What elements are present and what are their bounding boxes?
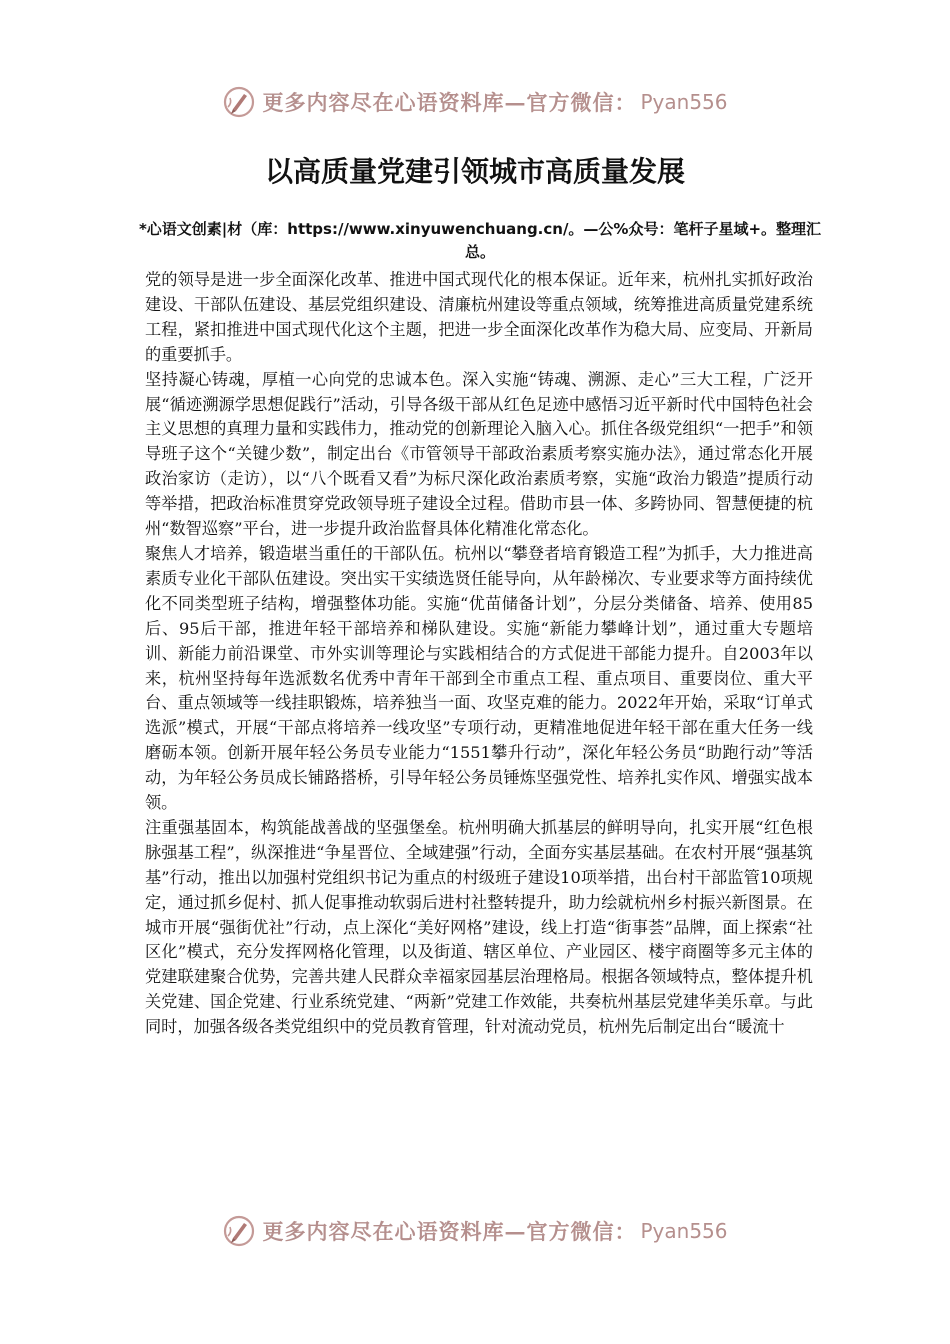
- document-body: [145, 268, 813, 1040]
- source-note: *心语文创素|材（库：https://www.xinyuwenchuang.cn/。—公%众号：笔杆子星域+。整理汇总。: [138, 220, 822, 261]
- pen-logo-icon: [222, 1214, 256, 1248]
- pen-logo-icon: [222, 85, 256, 119]
- document-title: 以高质量党建引领城市高质量发展: [264, 155, 685, 188]
- watermark-wechat-id: Pyan556: [640, 90, 728, 114]
- watermark-text: 更多内容尽在心语资料库—官方微信：: [262, 1219, 637, 1244]
- paragraph: 注重强基固本，构筑能战善战的坚强堡垒。杭州明确大抓基层的鲜明导向，扎实开展“红色根脉强基工程”，纵深推进“争星晋位、全域建强”行动，全面夯实基层基础。在农村开展“强基筑基”行动，推出以加强村党组织书记为重点的村级班子建设10项举措，出台村干部监管10项规定，通过抓乡促村、抓人促事推动软弱后进村社整转提升，助力绘就杭州乡村振兴新图景。在城市开展“强街优社”行动，点上深化“美好网格”建设，线上打造“街事荟”品牌，面上探索“社区化”模式，充分发挥网格化管理，以及街道、辖区单位、产业园区、楼宇商圈等多元主体的党建联建聚合优势，完善共建人民群众幸福家园基层治理格局。根据各领域特点，整体提升机关党建、国企党建、行业系统党建、“两新”党建工作效能，共奏杭州基层党建华美乐章。与此同时，加强各级各类党组织中的党员教育管理，针对流动党员，杭州先后制定出台“暖流十: [145, 817, 813, 1037]
- watermark-banner-top: [0, 82, 950, 122]
- watermark-banner-bottom: [0, 1211, 950, 1251]
- paragraph: 党的领导是进一步全面深化改革、推进中国式现代化的根本保证。近年来，杭州扎实抓好政治建设、干部队伍建设、基层党组织建设、清廉杭州建设等重点领域，统筹推进高质量党建系统工程，紧扣推进中国式现代化这个主题，把进一步全面深化改革作为稳大局、应变局、开新局的重要抓手。: [145, 270, 813, 364]
- watermark-wechat-id: Pyan556: [640, 1219, 728, 1243]
- paragraph: 坚持凝心铸魂，厚植一心向党的忠诚本色。深入实施“铸魂、溯源、走心”三大工程，广泛开展“循迹溯源学思想促践行”活动，引导各级干部从红色足迹中感悟习近平新时代中国特色社会主义思想的真理力量和实践伟力，推动党的创新理论入脑入心。抓住各级党组织“一把手”和领导班子这个“关键少数”，制定出台《市管领导干部政治素质考察实施办法》，通过常态化开展政治家访（走访），以“八个既看又看”为标尺深化政治素质考察，实施“政治力锻造”提质行动等举措，把政治标准贯穿党政领导班子建设全过程。借助市县一体、多跨协同、智慧便捷的杭州“数智巡察”平台，进一步提升政治监督具体化精准化常态化。: [145, 369, 813, 539]
- paragraph: 聚焦人才培养，锻造堪当重任的干部队伍。杭州以“攀登者培育锻造工程”为抓手，大力推进高素质专业化干部队伍建设。突出实干实绩选贤任能导向，从年龄梯次、专业要求等方面持续优化不同类型班子结构，增强整体功能。实施“优苗储备计划”，分层分类储备、培养、使用85后、95后干部，推进年轻干部培养和梯队建设。实施“新能力攀峰计划”，通过重大专题培训、新能力前沿课堂、市外实训等理论与实践相结合的方式促进干部能力提升。自2003年以来，杭州坚持每年选派数名优秀中青年干部到全市重点工程、重点项目、重要岗位、重大平台、重点领域等一线挂职锻炼，培养独当一面、攻坚克难的能力。2022年开始，采取“订单式选派”模式，开展“干部点将培养一线攻坚”专项行动，更精准地促进年轻干部在重大任务一线磨砺本领。创新开展年轻公务员专业能力“1551攀升行动”，深化年轻公务员“助跑行动”等活动，为年轻公务员成长铺路搭桥，引导年轻公务员锤炼坚强党性、培养扎实作风、增强实战本领。: [145, 543, 813, 813]
- watermark-text: 更多内容尽在心语资料库—官方微信：: [262, 90, 637, 115]
